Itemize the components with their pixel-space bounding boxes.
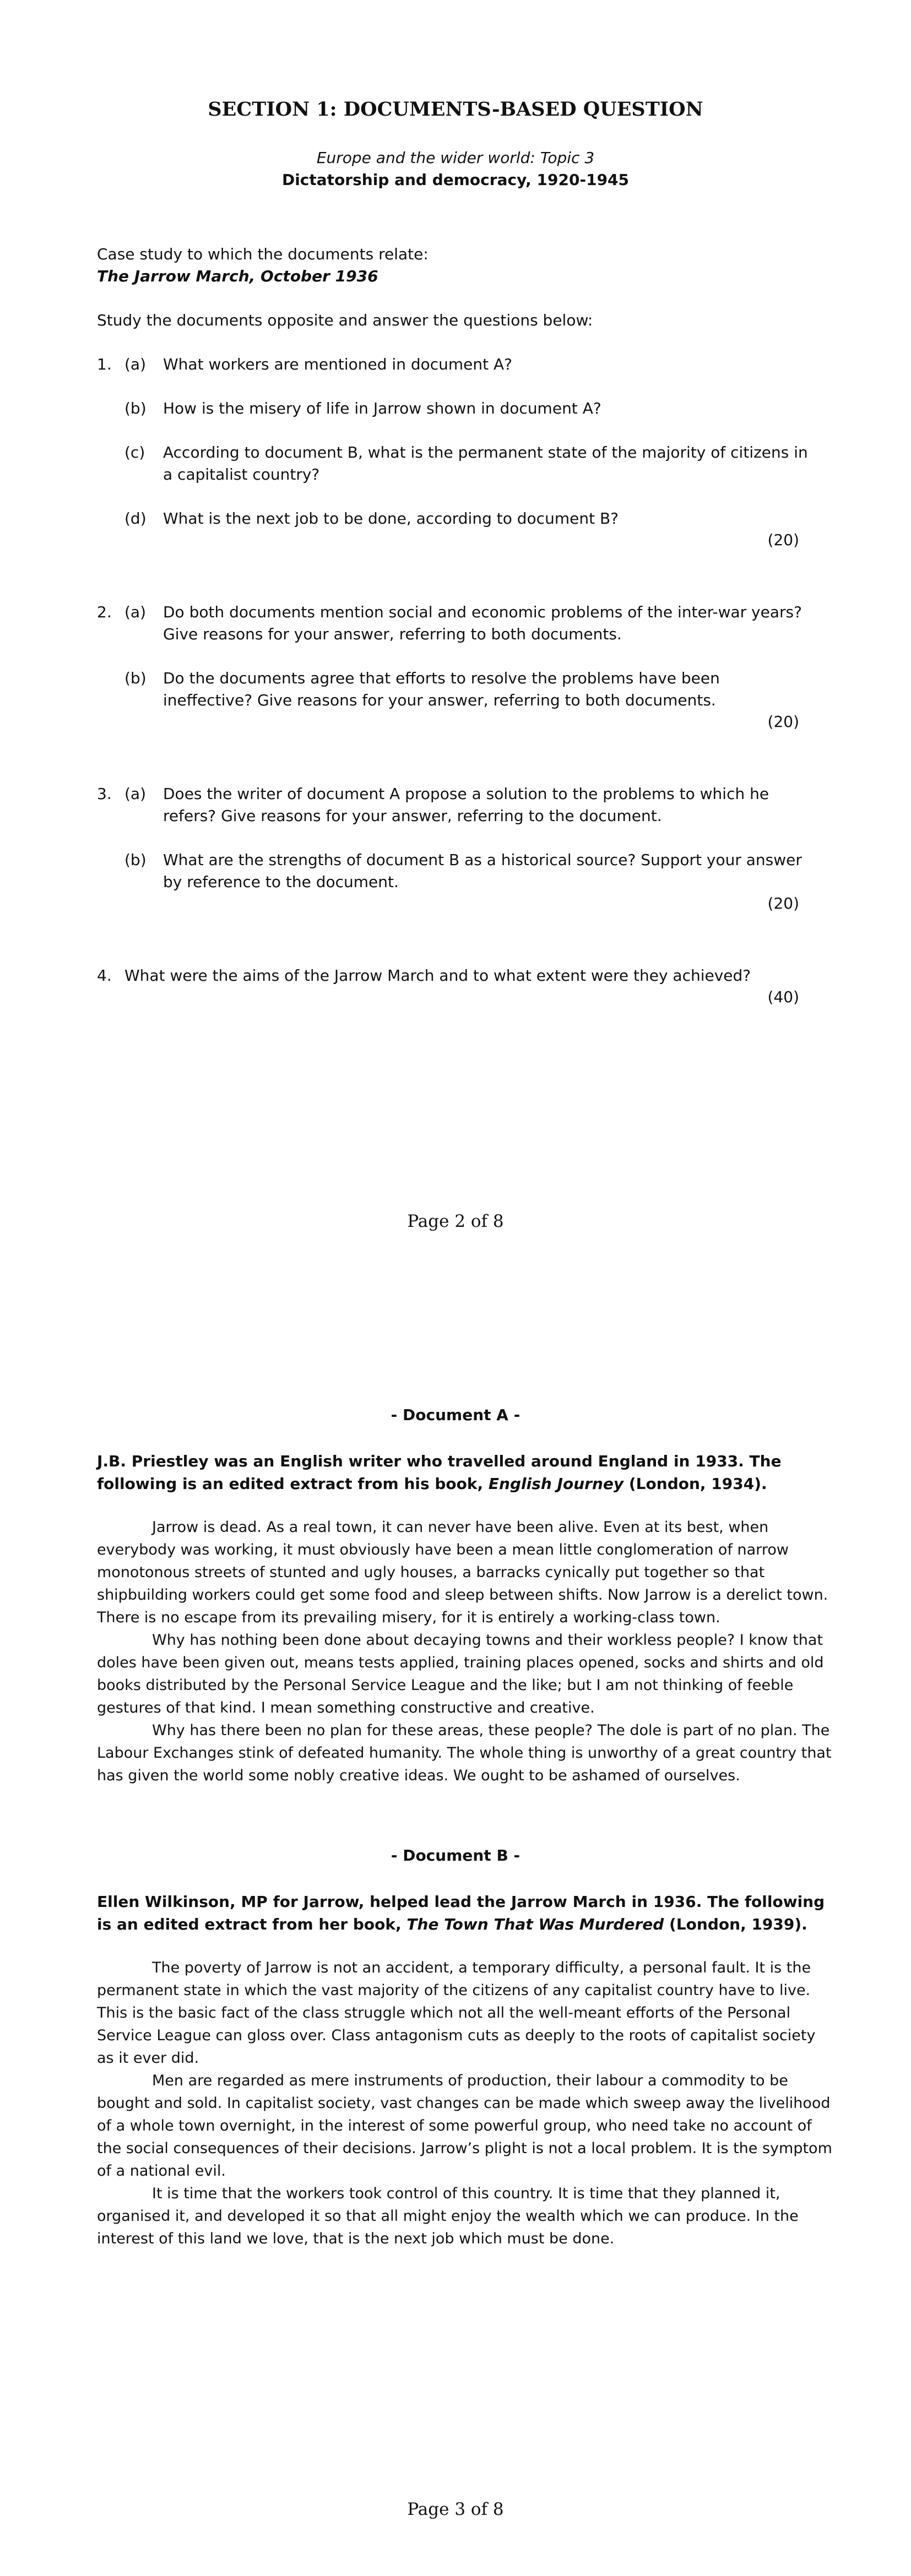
book-title: English Journey xyxy=(488,1475,624,1493)
marks: (20) xyxy=(767,713,799,731)
case-intro: Case study to which the documents relate: xyxy=(97,245,429,263)
paragraph: The poverty of Jarrow is not an accident, a temporary difficulty, a personal fault. It is the permanent state in which the vast majority of the citizens of any capitalist country have to live. This is the basic fact of the class struggle which not all the well-meant efforts of the Personal Service League can gloss over. Class antagonism cuts as deeply to the roots of capitalist society as it ever did. xyxy=(97,1959,816,2067)
question-part-text: Do the documents agree that efforts to resolve the problems have been ineffective? Give reasons for your answer, referring to both documents. xyxy=(163,669,720,709)
intro-text: (London, 1939). xyxy=(664,1915,807,1933)
intro-text: J.B. Priestley was an English writer who travelled around England in 1933. The following is an edited extract from his book, xyxy=(97,1452,782,1493)
question-part-letter: (a) xyxy=(124,785,147,803)
page-footer: Page 3 of 8 xyxy=(407,2499,504,2519)
book-title: The Town That Was Murdered xyxy=(406,1915,664,1933)
question-part-text: What is the next job to be done, according to document B? xyxy=(163,509,619,528)
question-part-letter: (b) xyxy=(124,851,147,869)
document-a-text xyxy=(97,1516,835,1787)
document-a-heading: - Document A - xyxy=(391,1406,520,1424)
question-number: 3. xyxy=(97,785,112,803)
question-part-letter: (c) xyxy=(124,443,145,461)
question-part-letter: (a) xyxy=(124,603,147,621)
question-part-letter: (b) xyxy=(124,669,147,687)
question-part-letter: (d) xyxy=(124,509,147,528)
page-3 xyxy=(0,1288,911,2576)
marks: (40) xyxy=(767,988,799,1006)
document-b-text xyxy=(97,1957,835,2250)
document-b-heading: - Document B - xyxy=(391,1846,520,1865)
question-number: 2. xyxy=(97,603,112,621)
marks: (20) xyxy=(767,894,799,912)
question-part-text: Does the writer of document A propose a solution to the problems to which he refers? Give reasons for your answer, referring to the document. xyxy=(163,785,769,825)
subtitle: Dictatorship and democracy, 1920-1945 xyxy=(281,171,630,189)
question-part-text: Do both documents mention social and economic problems of the inter-war years? Give reasons for your answer, referring to both documents. xyxy=(163,603,802,643)
paragraph: Why has nothing been done about decaying towns and their workless people? I know that doles have been given out, means tests applied, training places opened, socks and shirts and old books distributed by the Personal Service League and the like; but I am not thinking of feeble gestures of that kind. I mean something constructive and creative. xyxy=(97,1632,824,1716)
case-title: The Jarrow March, October 1936 xyxy=(97,267,378,285)
marks: (20) xyxy=(767,531,799,549)
intro-text: Ellen Wilkinson, MP for Jarrow, helped lead the Jarrow March in 1936. The following is an edited extract from her book, xyxy=(97,1893,825,1933)
topic-line: Europe and the wider world: Topic 3 xyxy=(316,149,595,167)
document-b-intro xyxy=(97,1890,840,1936)
question-text: What were the aims of the Jarrow March and to what extent were they achieved? xyxy=(124,966,751,985)
question-part-letter: (b) xyxy=(124,399,147,417)
section-title: SECTION 1: DOCUMENTS-BASED QUESTION xyxy=(208,98,703,121)
question-part-letter: (a) xyxy=(124,355,147,373)
question-part-text: What are the strengths of document B as a historical source? Support your answer by reference to the document. xyxy=(163,851,802,891)
question-part-text: What workers are mentioned in document A? xyxy=(163,355,513,373)
instruction: Study the documents opposite and answer the questions below: xyxy=(97,311,593,329)
question-number: 4. xyxy=(97,966,112,985)
question-number: 1. xyxy=(97,355,112,373)
page-footer: Page 2 of 8 xyxy=(407,1211,504,1231)
paragraph: Jarrow is dead. As a real town, it can never have been alive. Even at its best, when everybody was working, it must obviously have been a mean little conglomeration of narrow monotonous streets of stunted and ugly houses, a barracks cynically put together so that shipbuilding workers could get some food and sleep between shifts. Now Jarrow is a derelict town. There is no escape from its prevailing misery, for it is entirely a working-class town. xyxy=(97,1519,828,1626)
question-part-text: How is the misery of life in Jarrow shown in document A? xyxy=(163,399,601,417)
paragraph: It is time that the workers took control of this country. It is time that they planned it, organised it, and developed it so that all might enjoy the wealth which we can produce. In the interest of this land we love, that is the next job which must be done. xyxy=(97,2185,799,2247)
paragraph: Why has there been no plan for these areas, these people? The dole is part of no plan. The Labour Exchanges stink of defeated humanity. The whole thing is unworthy of a great country that has given the world some nobly creative ideas. We ought to be ashamed of ourselves. xyxy=(97,1722,832,1784)
paragraph: Men are regarded as mere instruments of production, their labour a commodity to be bought and sold. In capitalist society, vast changes can be made which sweep away the livelihood of a whole town overnight, in the interest of some powerful group, who need take no account of the social consequences of their decisions. Jarrow’s plight is not a local problem. It is the symptom of a national evil. xyxy=(97,2072,832,2180)
question-part-text: According to document B, what is the permanent state of the majority of citizens in a capitalist country? xyxy=(163,443,808,483)
intro-text: (London, 1934). xyxy=(623,1475,767,1493)
document-a-intro xyxy=(97,1450,840,1495)
